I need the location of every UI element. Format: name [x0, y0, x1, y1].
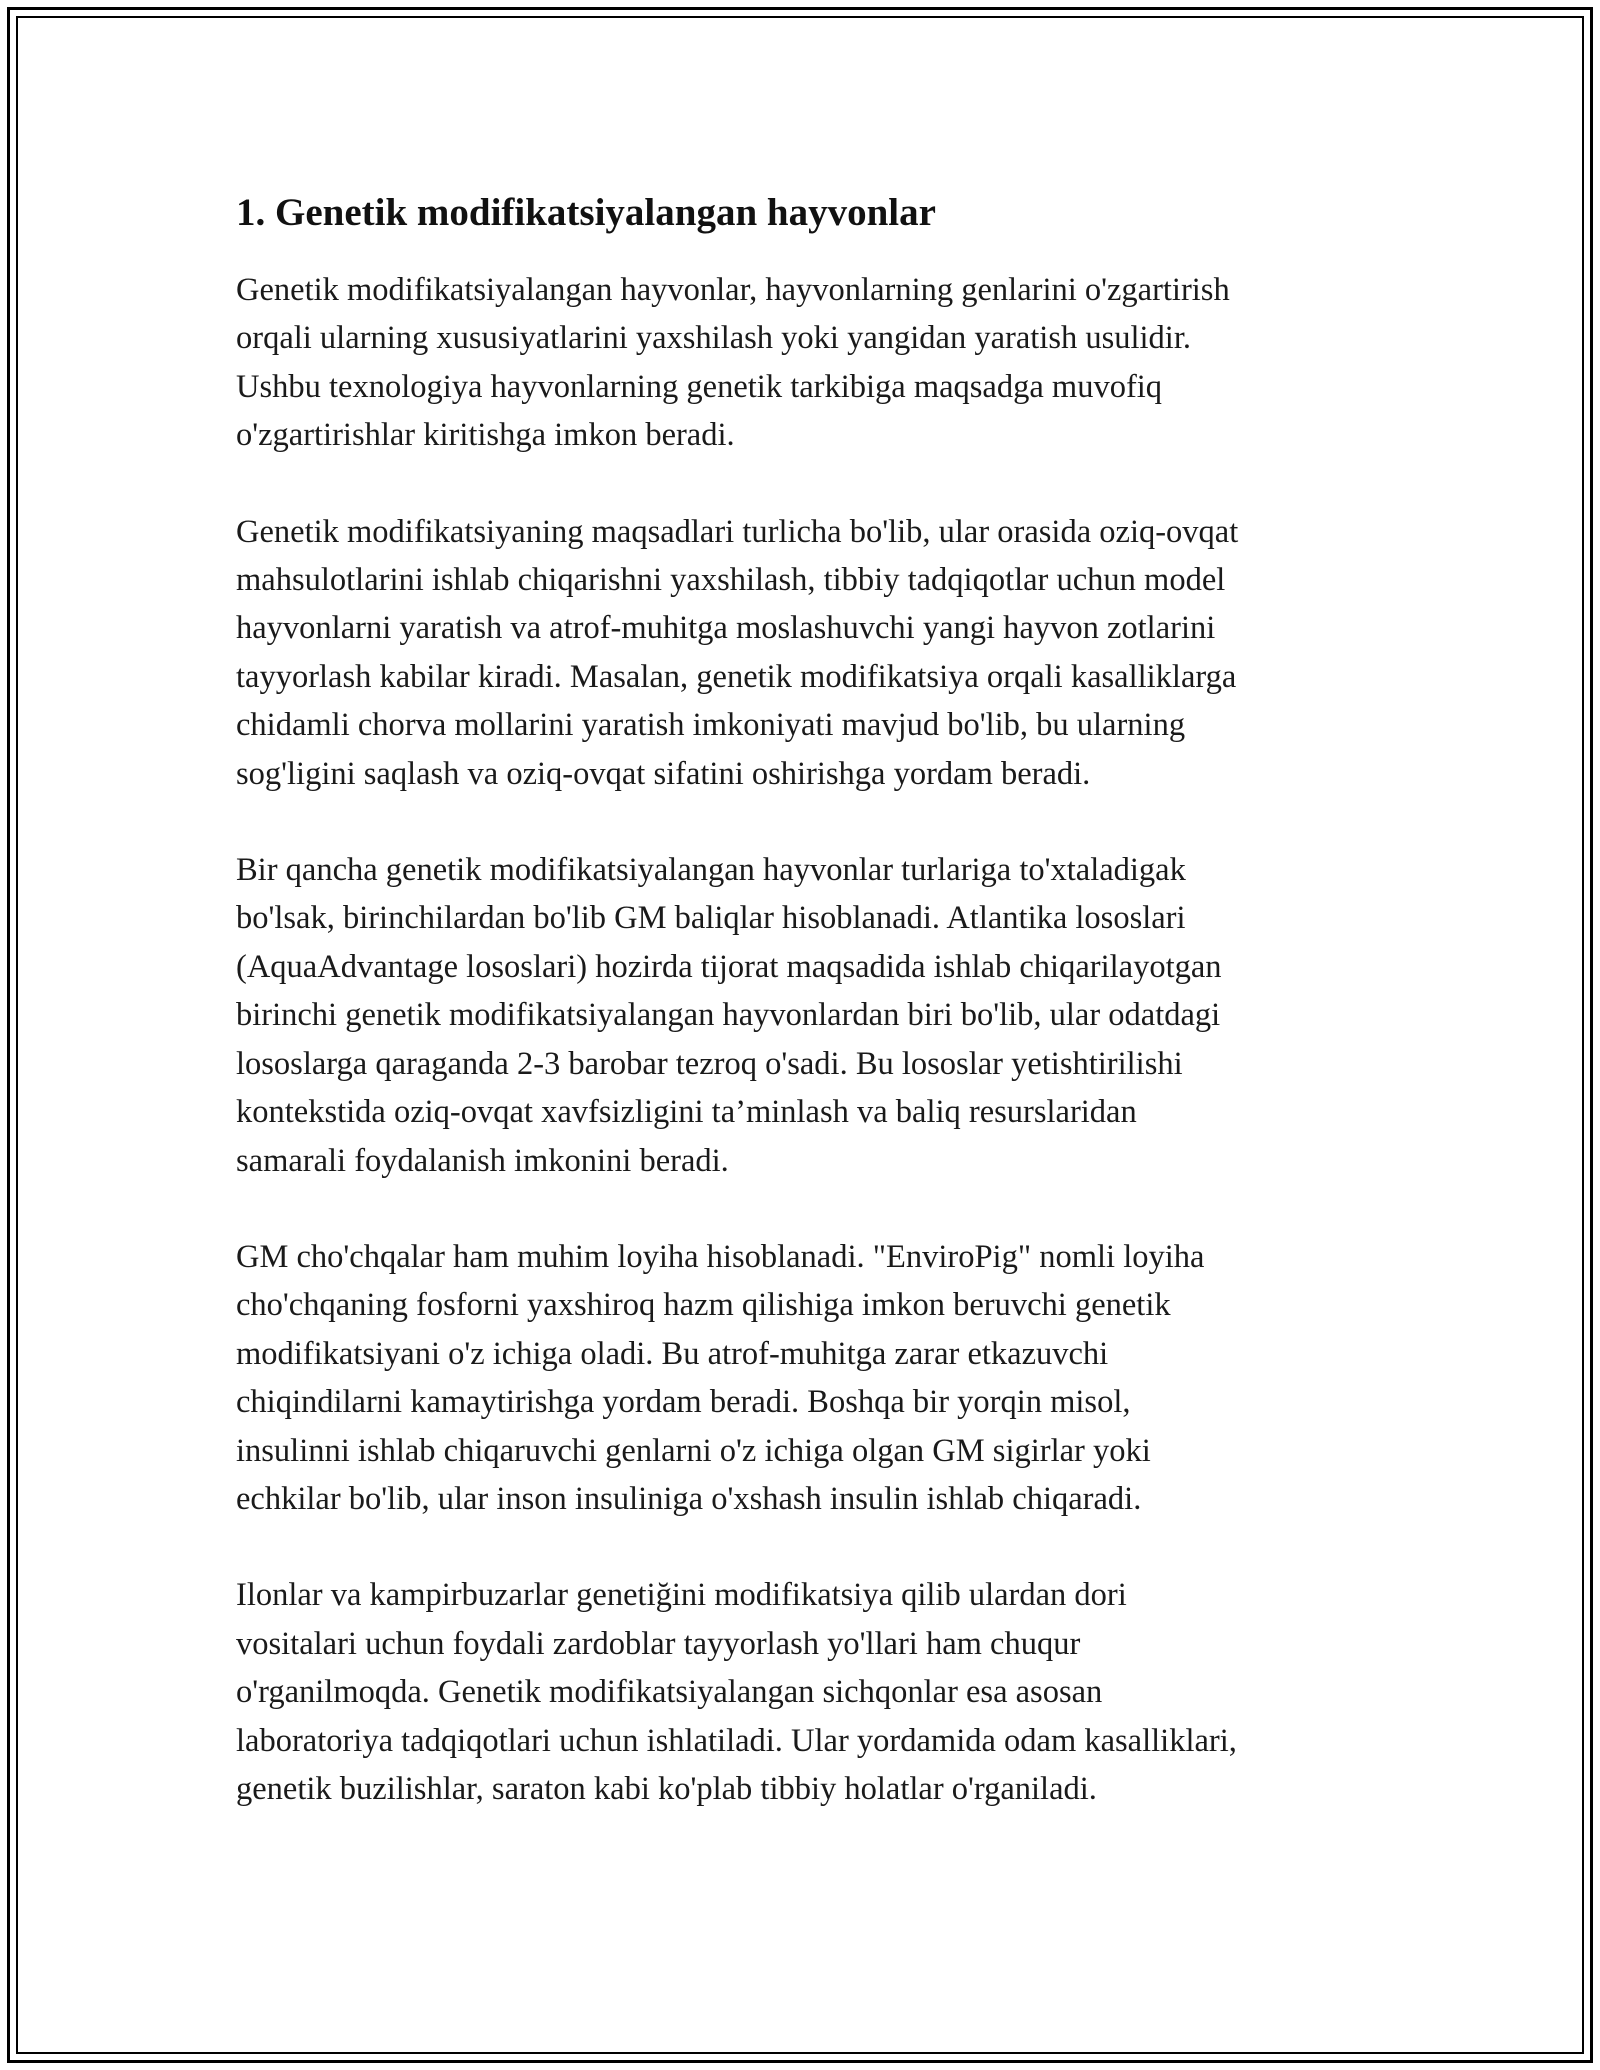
text-line: Bir qancha genetik modifikatsiyalangan hayvonlar turlariga to'xtaladigak: [236, 852, 1186, 889]
text-line: o'rganilmoqda. Genetik modifikatsiyalangan sichqonlar esa asosan: [236, 1674, 1103, 1711]
text-line: cho'chqaning fosforni yaxshiroq hazm qilishiga imkon beruvchi genetik: [236, 1287, 1171, 1324]
section-title: 1. Genetik modifikatsiyalangan hayvonlar: [236, 191, 936, 234]
document-body: [236, 186, 1376, 1861]
text-line: samarali foydalanish imkonini beradi.: [236, 1142, 729, 1179]
text-line: laboratoriya tadqiqotlari uchun ishlatiladi. Ular yordamida odam kasalliklari,: [236, 1722, 1237, 1759]
text-line: lososlarga qaraganda 2-3 barobar tezroq o'sadi. Bu lososlar yetishtirilishi: [236, 1045, 1183, 1082]
text-line: genetik buzilishlar, saraton kabi ko'plab tibbiy holatlar o'rganiladi.: [236, 1770, 1097, 1807]
paragraph-3: [236, 846, 1376, 1185]
paragraph-4: [236, 1233, 1376, 1523]
text-line: orqali ularning xususiyatlarini yaxshilash yoki yangidan yaratish usulidir.: [236, 320, 1191, 357]
text-line: GM cho'chqalar ham muhim loyiha hisoblanadi. "EnviroPig" nomli loyiha: [236, 1238, 1205, 1275]
text-line: Genetik modifikatsiyalangan hayvonlar, hayvonlarning genlarini o'zgartirish: [236, 272, 1230, 308]
text-line: echkilar bo'lib, ular inson insuliniga o'xshash insulin ishlab chiqaradi.: [236, 1480, 1142, 1517]
text-line: chiqindilarni kamaytirishga yordam beradi. Boshqa bir yorqin misol,: [236, 1384, 1131, 1421]
text-line: insulinni ishlab chiqaruvchi genlarni o'z ichiga olgan GM sigirlar yoki: [236, 1432, 1151, 1469]
text-line: sog'ligini saqlash va oziq-ovqat sifatini oshirishga yordam beradi.: [236, 755, 1091, 792]
text-line: tayyorlash kabilar kiradi. Masalan, genetik modifikatsiya orqali kasalliklarga: [236, 658, 1237, 695]
paragraph-5: [236, 1571, 1376, 1813]
text-line: kontekstida oziq-ovqat xavfsizligini ta’minlash va baliq resurslaridan: [236, 1094, 1137, 1131]
text-line: (AquaAdvantage lososlari) hozirda tijorat maqsadida ishlab chiqarilayotgan: [236, 948, 1222, 985]
paragraph-1: [236, 266, 1376, 460]
paragraph-2: [236, 508, 1376, 798]
text-line: modifikatsiyani o'z ichiga oladi. Bu atrof-muhitga zarar etkazuvchi: [236, 1335, 1109, 1372]
text-line: vositalari uchun foydali zardoblar tayyorlash yo'llari ham chuqur: [236, 1625, 1081, 1662]
text-line: bo'lsak, birinchilardan bo'lib GM baliqlar hisoblanadi. Atlantika lososlari: [236, 900, 1186, 937]
text-line: mahsulotlarini ishlab chiqarishni yaxshilash, tibbiy tadqiqotlar uchun model: [236, 562, 1226, 599]
text-line: Ushbu texnologiya hayvonlarning genetik tarkibiga maqsadga muvofiq: [236, 368, 1163, 405]
text-line: Ilonlar va kampirbuzarlar genetiğini modifikatsiya qilib ulardan dori: [236, 1577, 1127, 1614]
text-line: birinchi genetik modifikatsiyalangan hayvonlardan biri bo'lib, ular odatdagi: [236, 997, 1221, 1034]
text-line: Genetik modifikatsiyaning maqsadlari turlicha bo'lib, ular orasida oziq-ovqat: [236, 513, 1239, 550]
text-line: o'zgartirishlar kiritishga imkon beradi.: [236, 417, 735, 454]
text-line: hayvonlarni yaratish va atrof-muhitga moslashuvchi yangi hayvon zotlarini: [236, 610, 1216, 647]
text-line: chidamli chorva mollarini yaratish imkoniyati mavjud bo'lib, bu ularning: [236, 707, 1186, 744]
